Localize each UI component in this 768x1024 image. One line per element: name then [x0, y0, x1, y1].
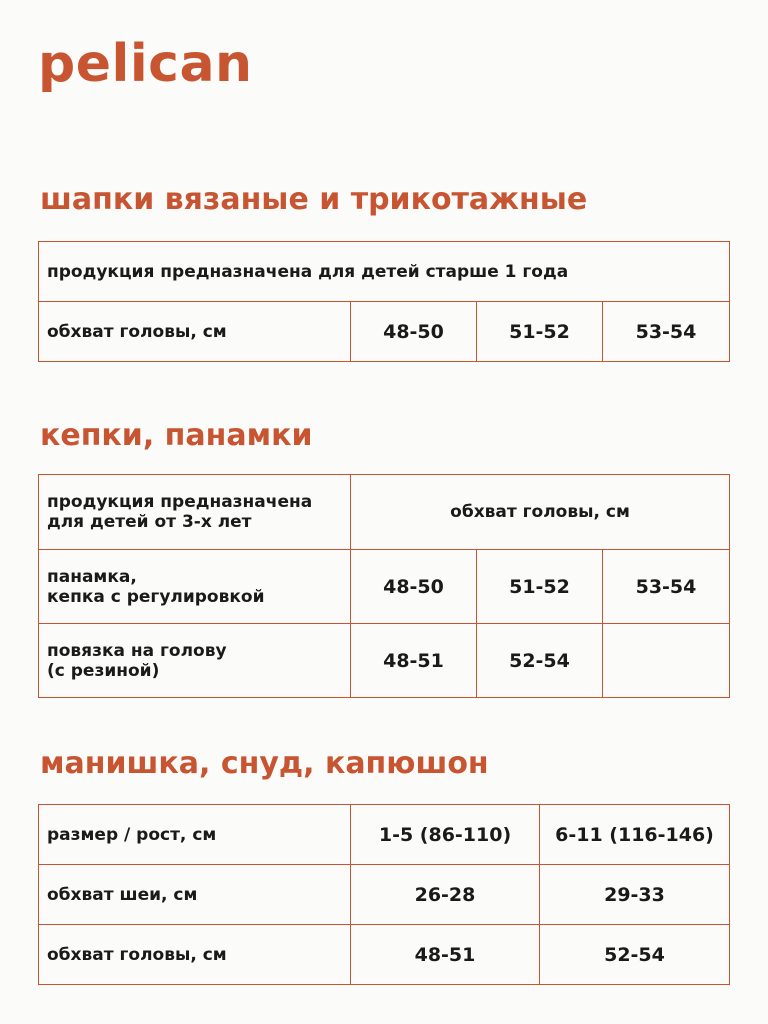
size-cell: 1-5 (86-110)	[351, 805, 540, 865]
age-note	[39, 475, 351, 550]
column-header: обхват головы, см	[351, 475, 730, 550]
size-cell-empty	[603, 624, 730, 698]
size-cell: 51-52	[477, 550, 603, 624]
row-label: обхват головы, см	[39, 302, 351, 362]
size-table-neckwear	[38, 804, 730, 985]
table-row	[39, 550, 730, 624]
table-row	[39, 242, 730, 302]
size-cell: 48-50	[351, 302, 477, 362]
row-label	[39, 550, 351, 624]
size-cell: 48-51	[351, 624, 477, 698]
size-table-hats	[38, 241, 730, 362]
size-cell: 53-54	[603, 302, 730, 362]
row-label: обхват головы, см	[39, 925, 351, 985]
age-note: продукция предназначена для детей старше 1 года	[39, 242, 730, 302]
section-title-hats: шапки вязаные и трикотажные	[40, 182, 588, 217]
table-row	[39, 624, 730, 698]
row-label-line: панамка,	[47, 566, 137, 587]
size-cell: 51-52	[477, 302, 603, 362]
size-cell: 48-51	[351, 925, 540, 985]
size-cell: 52-54	[540, 925, 730, 985]
table-row	[39, 865, 730, 925]
size-cell: 52-54	[477, 624, 603, 698]
table-row	[39, 475, 730, 550]
size-cell: 53-54	[603, 550, 730, 624]
section-title-neckwear: манишка, снуд, капюшон	[40, 746, 489, 781]
size-cell: 6-11 (116-146)	[540, 805, 730, 865]
age-note-line: для детей от 3-х лет	[47, 512, 252, 532]
row-label-line: кепка с регулировкой	[47, 586, 265, 607]
size-cell: 29-33	[540, 865, 730, 925]
table-row	[39, 302, 730, 362]
table-row	[39, 805, 730, 865]
row-label: обхват шеи, см	[39, 865, 351, 925]
row-label: размер / рост, см	[39, 805, 351, 865]
section-title-caps: кепки, панамки	[40, 418, 313, 453]
size-cell: 26-28	[351, 865, 540, 925]
age-note-line: продукция предназначена	[47, 492, 313, 512]
row-label	[39, 624, 351, 698]
row-label-line: повязка на голову	[47, 640, 227, 661]
brand-logo: pelican	[38, 34, 253, 94]
size-cell: 48-50	[351, 550, 477, 624]
table-row	[39, 925, 730, 985]
size-table-caps	[38, 474, 730, 698]
row-label-line: (с резиной)	[47, 660, 160, 681]
